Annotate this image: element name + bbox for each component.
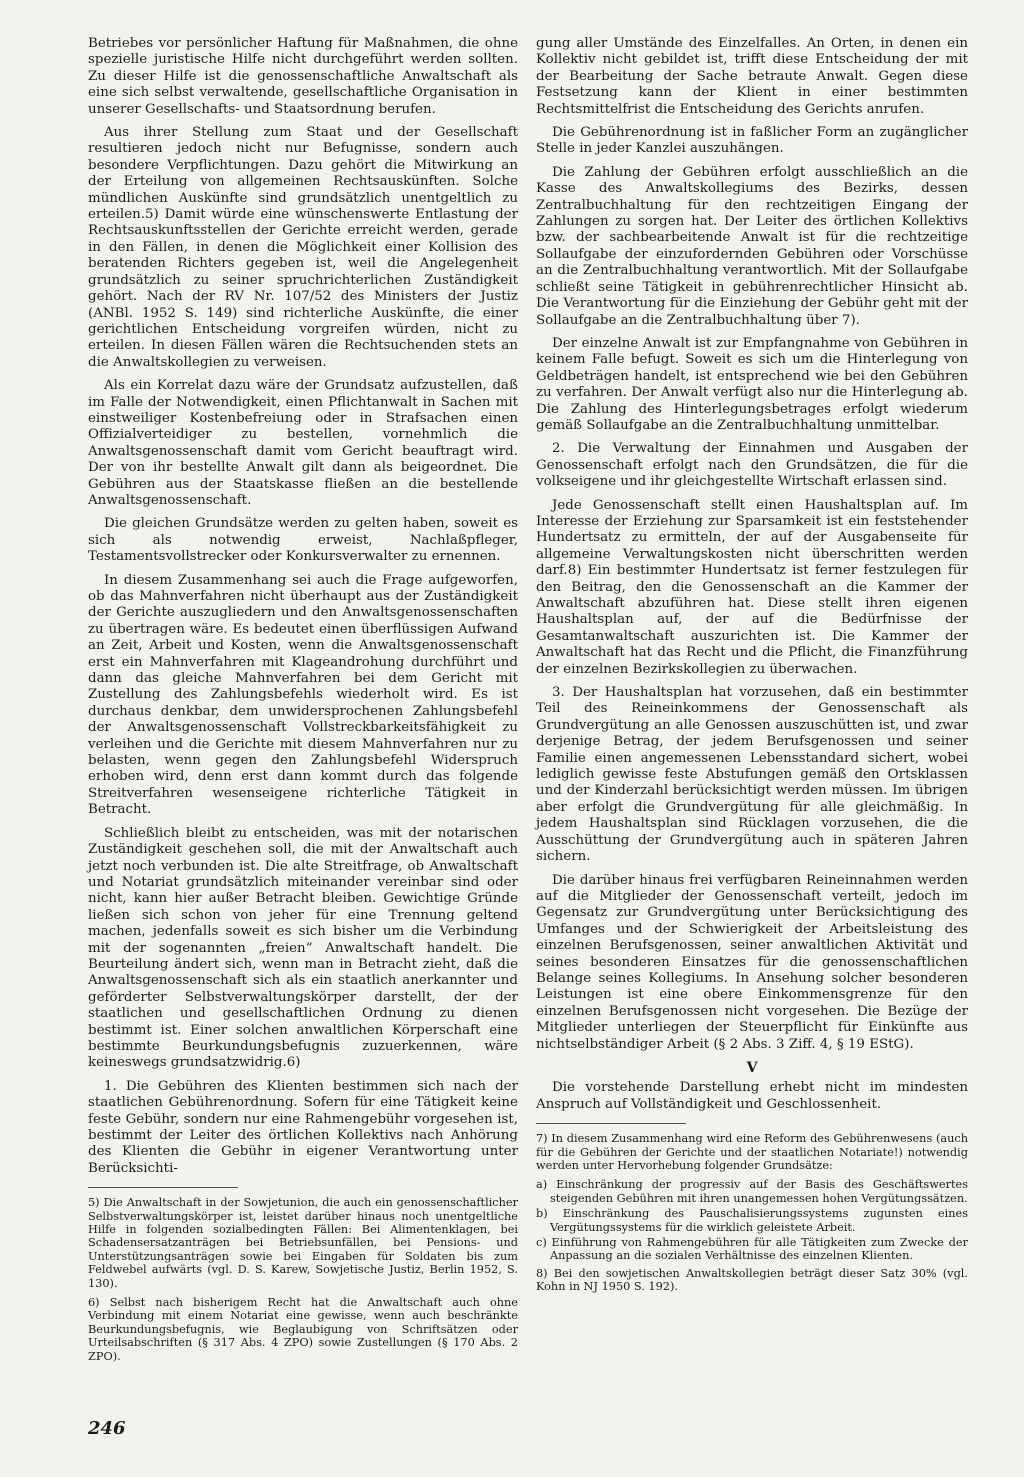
footnote-7-item: a) Einschränkung der progressiv auf der Basis des Geschäftswertes steigenden Gebühren mit ihren unangemessen hohen Vergütungssätzen. (536, 1178, 968, 1205)
footnotes-left (88, 1196, 518, 1363)
footnote-8: 8) Bei den sowjetischen Anwaltskollegien beträgt dieser Satz 30% (vgl. Kohn in NJ 1950 S. 192). (536, 1266, 968, 1294)
footnote-7-item: c) Einführung von Rahmengebühren für alle Tätigkeiten zum Zwecke der Anpassung an die sozialen Verhältnisse des einzelnen Klienten. (536, 1236, 968, 1263)
closing-paragraph: Die vorstehende Darstellung erhebt nicht im mindesten Anspruch auf Vollständigkeit und Geschlossenheit. (536, 1080, 968, 1112)
paragraph: 2. Die Verwaltung der Einnahmen und Ausgaben der Genossenschaft erfolgt nach den Grundsätzen, die für die volkseigene und ihr gleichgestellte Wirtschaft erlassen sind. (536, 441, 968, 490)
paragraph: Betriebes vor persönlicher Haftung für Maßnahmen, die ohne spezielle juristische Hilfe nicht durchgeführt werden sollten. Zu dieser Hilfe ist die genossenschaftliche Anwaltschaft als eine sich selbst verwaltende, gesellschaftliche Organisation in unserer Gesellschafts- und Staatsordnung berufen. (88, 36, 518, 117)
paragraph: gung aller Umstände des Einzelfalles. An Orten, in denen ein Kollektiv nicht gebildet ist, trifft diese Entscheidung der mit der Bearbeitung der Sache betraute Anwalt. Gegen diese Festsetzung kann der Klient in einer bestimmten Rechtsmittelfrist die Entscheidung des Gerichts anrufen. (536, 36, 968, 117)
footnote-divider (536, 1123, 686, 1124)
footnote-5: 5) Die Anwaltschaft in der Sowjetunion, die auch ein genossenschaftlicher Selbstverwaltungskörper ist, leistet darüber hinaus noch unentgeltliche Hilfe in folgenden sozialbedingten Fällen: Bei Alimentenklagen, bei Schadensersatzanträgen bei Betriebsunfällen, bei Pensions- und Unterstützungsanträgen sowie bei Eingaben für Soldaten bis zum Feldwebel aufwärts (vgl. D. S. Karew, Sowjetische Justiz, Berlin 1952, S. 130). (88, 1196, 518, 1290)
left-column (88, 36, 518, 1369)
paragraph: Jede Genossenschaft stellt einen Haushaltsplan auf. Im Interesse der Erziehung zur Sparsamkeit ist ein feststehender Hundertsatz zu ermitteln, der auf der Ausgabenseite für allgemeine Verwaltungskosten nicht überschritten werden darf.8) Ein bestimmter Hundertsatz ist ferner festzulegen für den Beitrag, den die Genossenschaft an die Kammer der Anwaltschaft abzuführen hat. Diese stellt ihren eigenen Haushaltsplan auf, der auf die Bedürfnisse der Gesamtanwaltschaft auszurichten ist. Die Kammer der Anwaltschaft hat das Recht und die Pflicht, die Finanzführung der einzelnen Bezirkskollegien zu überwachen. (536, 497, 968, 677)
paragraph: Als ein Korrelat dazu wäre der Grundsatz aufzustellen, daß im Falle der Notwendigkeit, einen Pflichtanwalt in Sachen mit einstweiliger Kostenbefreiung oder in Strafsachen einen Offizialverteidiger zu bestellen, vornehmlich die Anwaltsgenossenschaft damit vom Gericht beauftragt wird. Der von ihr bestellte Anwalt gilt dann als beigeordnet. Die Gebühren aus der Staatskasse fließen an die bestellende Anwaltsgenossenschaft. (88, 378, 518, 508)
footnotes-right (536, 1132, 968, 1293)
paragraph: 1. Die Gebühren des Klienten bestimmen sich nach der staatlichen Gebührenordnung. Sofern für eine Tätigkeit keine feste Gebühr, sondern nur eine Rahmengebühr vorgesehen ist, bestimmt der Leiter des örtlichen Kollektivs nach Anhörung des Klienten die Gebühr in eigener Verantwortung unter Berücksichti- (88, 1078, 518, 1176)
page-number: 246 (88, 1418, 126, 1439)
paragraph: Die darüber hinaus frei verfügbaren Reineinnahmen werden auf die Mitglieder der Genossenschaft verteilt, jedoch im Gegensatz zur Grundvergütung unter Berücksichtigung des Umfanges und der Schwierigkeit der Arbeitsleistung des einzelnen Berufsgenossen, seiner anwaltlichen Aktivität und seines besonderen Einsatzes für die genossenschaftlichen Belange seines Kollegiums. In Ansehung solcher besonderen Leistungen ist eine obere Einkommensgrenze für den einzelnen Berufsgenossen nicht vorgesehen. Die Bezüge der Mitglieder unterliegen der Steuerpflicht für Einkünfte aus nichtselbständiger Arbeit (§ 2 Abs. 3 Ziff. 4, § 19 EStG). (536, 872, 968, 1052)
paragraph: Aus ihrer Stellung zum Staat und der Gesellschaft resultieren jedoch nicht nur Befugnisse, sondern auch besondere Verpflichtungen. Dazu gehört die Mitwirkung an der Erteilung von allgemeinen Rechtsauskünften. Solche mündlichen Auskünfte sind grundsätzlich unentgeltlich zu erteilen.5) Damit würde eine wünschenswerte Entlastung der Rechtsauskunftsstellen der Gerichte erreicht werden, gerade in den Fällen, in denen die Möglichkeit einer Kollision des beratenden Richters gegeben ist, weil die Angelegenheit grundsätzlich zu seiner spruchrichterlichen Zuständigkeit gehört. Nach der RV Nr. 107/52 des Ministers der Justiz (ANBl. 1952 S. 149) sind richterliche Auskünfte, die einer gerichtlichen Entscheidung vorgreifen würden, nicht zu erteilen. In diesen Fällen wären die Rechtsuchenden stets an die Anwaltskollegien zu verweisen. (88, 125, 518, 370)
section-heading: V (746, 1059, 758, 1076)
footnote-6: 6) Selbst nach bisherigem Recht hat die Anwaltschaft auch ohne Verbindung mit einem Notariat eine gewisse, wenn auch beschränkte Beurkundungsbefugnis, wie Beglaubigung von Schriftsätzen oder Urteilsabschriften (§ 317 Abs. 4 ZPO) sowie Zustellungen (§ 170 Abs. 2 ZPO). (88, 1296, 518, 1363)
right-column (536, 36, 968, 1300)
paragraph: Die gleichen Grundsätze werden zu gelten haben, soweit es sich als notwendig erweist, Nachlaßpfleger, Testamentsvollstrecker oder Konkursverwalter zu ernennen. (88, 516, 518, 565)
footnote-7-item: b) Einschränkung des Pauschalisierungssystems zugunsten eines Vergütungssystems für die wirklich geleistete Arbeit. (536, 1207, 968, 1234)
paragraph: Der einzelne Anwalt ist zur Empfangnahme von Gebühren in keinem Falle befugt. Soweit es sich um die Hinterlegung von Geldbeträgen handelt, ist entsprechend wie bei den Gebühren zu verfahren. Der Anwalt verfügt also nur die Hinterlegung ab. Die Zahlung des Hinterlegungsbetrages erfolgt wiederum gemäß Sollaufgabe an die Zentralbuchhaltung unmittelbar. (536, 335, 968, 433)
paragraph: Die Gebührenordnung ist in faßlicher Form an zugänglicher Stelle in jeder Kanzlei auszuhängen. (536, 125, 968, 157)
paragraph: In diesem Zusammenhang sei auch die Frage aufgeworfen, ob das Mahnverfahren nicht überhaupt aus der Zuständigkeit der Gerichte auszugliedern und den Anwaltsgenossenschaften zu übertragen wäre. Es bedeutet einen überflüssigen Aufwand an Zeit, Arbeit und Kosten, wenn die Anwaltsgenossenschaft erst ein Mahnverfahren mit Klageandrohung durchführt und dann das gleiche Mahnverfahren bei dem Gericht mit Zustellung des Zahlungsbefehls wiederholt wird. Es ist durchaus denkbar, dem unwidersprochenen Zahlungsbefehl der Anwaltsgenossenschaft Vollstreckbarkeitsfähigkeit zu verleihen und die Gerichte mit diesem Mahnverfahren nur zu belasten, wenn gegen den Zahlungsbefehl Widerspruch erhoben wird, denn erst dann kommt durch das folgende Streitverfahren wesenseigene richterliche Tätigkeit in Betracht. (88, 572, 518, 818)
footnote-7: 7) In diesem Zusammenhang wird eine Reform des Gebührenwesens (auch für die Gebühren der Gerichte und der staatlichen Notariate!) notwendig werden unter Hervorhebung folgender Grundsätze: (536, 1132, 968, 1172)
paragraph: 3. Der Haushaltsplan hat vorzusehen, daß ein bestimmter Teil des Reineinkommens der Genossenschaft als Grundvergütung an alle Genossen auszuschütten ist, und zwar derjenige Betrag, der jedem Berufsgenossen und seiner Familie einen angemessenen Lebensstandard sichert, wobei lediglich gewisse feste Abstufungen gemäß den Ortsklassen und der Kinderzahl berücksichtigt werden müssen. Im übrigen aber erfolgt die Grundvergütung für alle gleichmäßig. In jedem Haushaltsplan sind Rücklagen vorzusehen, die die Ausschüttung der Grundvergütung auch in späteren Jahren sichern. (536, 685, 968, 865)
paragraph: Die Zahlung der Gebühren erfolgt ausschließlich an die Kasse des Anwaltskollegiums des Bezirks, dessen Zentralbuchhaltung für den rechtzeitigen Eingang der Zahlungen zu sorgen hat. Der Leiter des örtlichen Kollektivs bzw. der sachbearbeitende Anwalt ist für die rechtzeitige Sollaufgabe der einzufordernden Gebühren oder Vorschüsse an die Zentralbuchhaltung verantwortlich. Mit der Sollaufgabe schließt seine Tätigkeit in gebührenrechtlicher Hinsicht ab. Die Verantwortung für die Einziehung der Gebühr geht mit der Sollaufgabe an die Zentralbuchhaltung über 7). (536, 164, 968, 328)
footnote-divider (88, 1187, 238, 1188)
paragraph: Schließlich bleibt zu entscheiden, was mit der notarischen Zuständigkeit geschehen soll, die mit der Anwaltschaft auch jetzt noch verbunden ist. Die alte Streitfrage, ob Anwaltschaft und Notariat grundsätzlich miteinander vereinbar sind oder nicht, kann hier außer Betracht bleiben. Gewichtige Gründe ließen sich schon von jeher für eine Trennung geltend machen, jedenfalls soweit es sich bisher um die Verbindung mit der sogenannten „freien“ Anwaltschaft handelt. Die Beurteilung ändert sich, wenn man in Betracht zieht, daß die Anwaltsgenossenschaft sich als ein staatlich anerkannter und geförderter Selbstverwaltungskörper darstellt, der der staatlichen und gesellschaftlichen Ordnung zu dienen bestimmt ist. Einer solchen anwaltlichen Körperschaft eine bestimmte Beurkundungsbefugnis zuzuerkennen, wäre keineswegs grundsatzwidrig.6) (88, 825, 518, 1071)
